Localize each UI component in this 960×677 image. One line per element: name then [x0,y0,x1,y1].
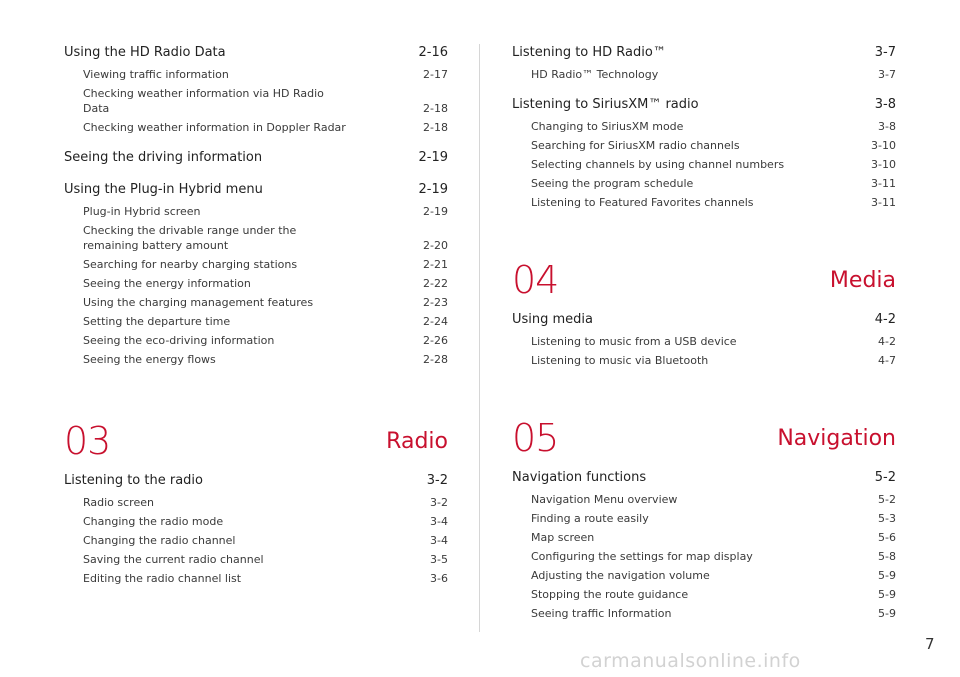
toc-subentry[interactable] [64,533,448,548]
toc-subentry[interactable] [512,67,896,82]
toc-subentry[interactable] [512,549,896,564]
toc-subentry[interactable] [64,257,448,272]
toc-subentry-title: Configuring the settings for map display [531,550,753,563]
toc-subentry-title: Seeing traffic Information [531,607,672,620]
toc-subentry-title: Seeing the program schedule [531,177,694,190]
page-number: 7 [925,635,935,653]
toc-subentry-title: Listening to music from a USB device [531,335,737,348]
toc-subentry[interactable] [512,530,896,545]
toc-subentry-title: HD Radio™ Technology [531,68,659,81]
toc-subentry[interactable] [512,138,896,153]
toc-page-number: 5-2 [878,493,896,506]
toc-page-number: 5-9 [878,569,896,582]
toc-page-number: 2-17 [423,68,448,81]
chapter-header-navigation [512,414,896,462]
toc-subentry-title: Viewing traffic information [83,68,229,81]
chapter-title: Media [829,268,896,293]
toc-page-number: 2-23 [423,296,448,309]
toc-subentry-title: Checking weather information via HD Radio Data [83,87,324,115]
toc-page-number: 2-18 [423,102,448,115]
left-column [64,40,448,586]
toc-subentry[interactable] [512,119,896,134]
toc-section-entry[interactable] [512,468,896,487]
toc-section-title: Using the Plug-in Hybrid menu [64,182,263,197]
toc-subentry-title: Editing the radio channel list [83,572,242,585]
toc-subentry[interactable] [64,352,448,367]
toc-subentry[interactable] [512,492,896,507]
toc-page-number: 2-19 [418,182,448,197]
toc-page-number: 2-22 [423,277,448,290]
toc-subentry-title: Searching for SiriusXM radio channels [531,139,740,152]
toc-page-number: 4-2 [878,335,896,348]
toc-subentry-title: Changing to SiriusXM mode [531,120,684,133]
toc-section-title: Listening to SiriusXM™ radio [512,97,699,112]
toc-section-entry[interactable] [64,180,448,199]
toc-subentry[interactable] [512,176,896,191]
toc-subentry[interactable] [64,223,448,253]
toc-page-number: 3-4 [430,534,448,547]
toc-subentry[interactable] [64,514,448,529]
toc-page-number: 5-9 [878,607,896,620]
toc-subentry[interactable] [512,353,896,368]
toc-page-number: 3-2 [426,473,448,488]
toc-section-entry[interactable] [512,95,896,114]
toc-page-number: 3-2 [430,496,448,509]
toc-section-entry[interactable] [64,471,448,490]
toc-subentry-title: Adjusting the navigation volume [531,569,710,582]
toc-subentry-title: Navigation Menu overview [531,493,678,506]
toc-subentry[interactable] [64,314,448,329]
toc-subentry[interactable] [64,86,448,116]
toc-subentry-title: Map screen [531,531,595,544]
toc-page-number: 3-6 [430,572,448,585]
toc-subentry-title: Checking the drivable range under the remaining battery amount [83,224,297,252]
toc-page-number: 2-26 [423,334,448,347]
chapter-header-media [512,256,896,304]
toc-subentry-title: Setting the departure time [83,315,231,328]
toc-subentry-title: Selecting channels by using channel numbers [531,158,785,171]
chapter-number: 05 [512,416,559,460]
toc-section-entry[interactable] [64,148,448,167]
toc-subentry[interactable] [512,334,896,349]
toc-subentry-title: Seeing the eco-driving information [83,334,275,347]
toc-subentry-title: Changing the radio channel [83,534,236,547]
toc-subentry[interactable] [512,606,896,621]
toc-subentry[interactable] [64,495,448,510]
toc-section-title: Seeing the driving information [64,150,263,165]
toc-section-title: Navigation functions [512,470,647,485]
toc-section-entry[interactable] [512,43,896,62]
toc-subentry-title: Listening to Featured Favorites channels [531,196,754,209]
column-divider [479,44,480,632]
toc-page-number: 4-7 [878,354,896,367]
toc-subentry-title: Seeing the energy flows [83,353,216,366]
toc-page-number: 3-7 [878,68,896,81]
toc-subentry[interactable] [64,120,448,135]
toc-subentry-title: Seeing the energy information [83,277,251,290]
toc-page-number: 3-8 [874,97,896,112]
toc-page-number: 2-19 [423,205,448,218]
toc-subentry-title: Radio screen [83,496,154,509]
toc-subentry-title: Stopping the route guidance [531,588,689,601]
toc-subentry-title: Saving the current radio channel [83,553,264,566]
toc-page-number: 3-7 [874,45,896,60]
toc-subentry[interactable] [512,195,896,210]
toc-subentry-title: Checking weather information in Doppler Radar [83,121,346,134]
toc-subentry[interactable] [64,552,448,567]
toc-page-number: 3-5 [430,553,448,566]
toc-page-number: 5-3 [878,512,896,525]
toc-subentry[interactable] [64,295,448,310]
toc-page-number: 2-16 [418,45,448,60]
toc-section-title: Using the HD Radio Data [64,45,226,60]
toc-page-number: 2-19 [418,150,448,165]
toc-section-entry[interactable] [512,310,896,329]
toc-page-number: 4-2 [874,312,896,327]
toc-page-number: 3-10 [871,139,896,152]
toc-subentry-title: Listening to music via Bluetooth [531,354,709,367]
toc-page-number: 3-11 [871,196,896,209]
toc-subentry[interactable] [64,571,448,586]
toc-page-number: 2-18 [423,121,448,134]
toc-subentry[interactable] [512,568,896,583]
toc-page-number: 2-20 [423,239,448,252]
chapter-header-radio [64,417,448,465]
toc-subentry[interactable] [512,587,896,602]
toc-subentry[interactable] [64,333,448,348]
toc-section-title: Using media [512,312,594,327]
toc-subentry[interactable] [64,67,448,82]
toc-page-number: 2-24 [423,315,448,328]
toc-section-title: Listening to the radio [64,473,203,488]
toc-page-number: 3-10 [871,158,896,171]
chapter-number: 03 [64,419,111,463]
toc-subentry[interactable] [64,276,448,291]
toc-section-title: Listening to HD Radio™ [512,45,666,60]
toc-subentry-title: Using the charging management features [83,296,314,309]
toc-page-number: 5-9 [878,588,896,601]
toc-subentry-title: Changing the radio mode [83,515,224,528]
toc-subentry-title: Finding a route easily [531,512,649,525]
toc-page-number: 5-6 [878,531,896,544]
toc-page-number: 2-21 [423,258,448,271]
chapter-title: Navigation [777,426,896,451]
toc-section-entry[interactable] [64,43,448,62]
toc-page-number: 5-8 [878,550,896,563]
right-column [512,40,896,621]
toc-subentry-title: Plug-in Hybrid screen [83,205,201,218]
chapter-title: Radio [386,429,448,454]
toc-subentry[interactable] [512,157,896,172]
toc-page-number: 3-11 [871,177,896,190]
chapter-number: 04 [512,258,559,302]
toc-page-number: 2-28 [423,353,448,366]
toc-subentry[interactable] [512,511,896,526]
toc-subentry[interactable] [64,204,448,219]
toc-subentry-title: Searching for nearby charging stations [83,258,298,271]
toc-page-number: 3-4 [430,515,448,528]
watermark: carmanualsonline.info [580,650,801,672]
toc-page-number: 5-2 [874,470,896,485]
toc-page-number: 3-8 [878,120,896,133]
